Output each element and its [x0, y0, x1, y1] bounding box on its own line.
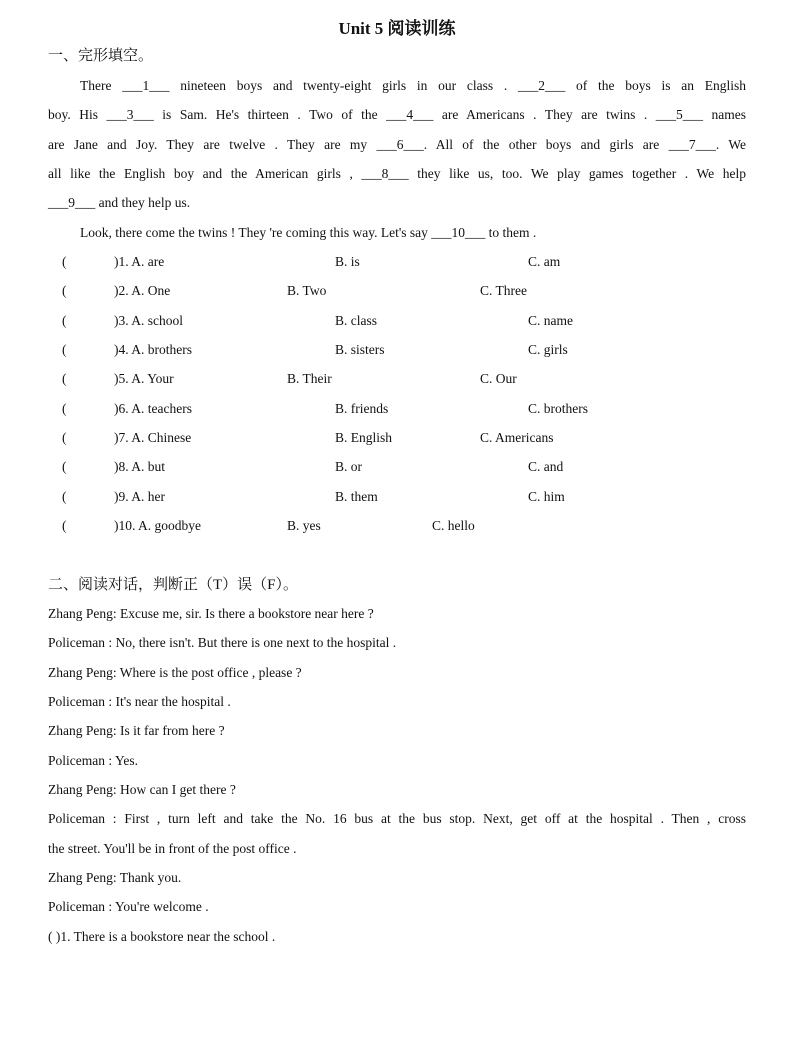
question-row [48, 312, 746, 330]
dialogue-line: Policeman : You're welcome . [48, 899, 209, 914]
option-b: B. English [335, 430, 393, 445]
page-title: Unit 5 阅读训练 [338, 19, 456, 38]
dialogue-line: Zhang Peng: Thank you. [48, 870, 182, 885]
passage-line-1: There ___1___ nineteen boys and twenty-eight girls in our class . ___2___ of the boys is an English [80, 78, 746, 93]
answer-paren[interactable]: ( [62, 313, 67, 328]
section1-heading: 一、完形填空。 [48, 48, 154, 64]
option-b: B. them [335, 489, 378, 504]
option-a: )7. A. Chinese [114, 430, 192, 445]
question-row [48, 517, 746, 535]
option-b: B. class [335, 313, 377, 328]
dialogue-line: the street. You'll be in front of the post office . [48, 841, 297, 856]
question-row [48, 400, 746, 418]
option-c: C. name [528, 313, 573, 328]
question-row [48, 370, 746, 388]
option-a: )1. A. are [114, 254, 165, 269]
option-b: B. is [335, 254, 360, 269]
answer-paren[interactable]: ( [62, 518, 67, 533]
answer-paren[interactable]: ( [62, 401, 67, 416]
option-b: B. sisters [335, 342, 385, 357]
answer-paren[interactable]: ( [62, 489, 67, 504]
option-b: B. yes [287, 518, 321, 533]
option-b: B. Two [287, 283, 327, 298]
option-a: )4. A. brothers [114, 342, 192, 357]
question-row [48, 429, 746, 447]
option-c: C. him [528, 489, 565, 504]
option-a: )5. A. Your [114, 371, 174, 386]
passage-line-3: are Jane and Joy. They are twelve . They are my ___6___. All of the other boys and girls are ___7___. We [48, 137, 746, 152]
option-b: B. Their [287, 371, 332, 386]
passage-line-2: boy. His ___3___ is Sam. He's thirteen . Two of the ___4___ are Americans . They are twins . ___5___ names [48, 107, 746, 122]
answer-paren[interactable]: ( [62, 283, 67, 298]
dialogue-line: Policeman : No, there isn't. But there is one next to the hospital . [48, 635, 397, 650]
option-b: B. friends [335, 401, 389, 416]
option-c: C. Our [480, 371, 517, 386]
question-row [48, 282, 746, 300]
judgement-question[interactable]: ( )1. There is a bookstore near the school . [48, 929, 276, 944]
answer-paren[interactable]: ( [62, 342, 67, 357]
option-a: )8. A. but [114, 459, 166, 474]
dialogue-line: Zhang Peng: Is it far from here ? [48, 723, 225, 738]
dialogue-line: Zhang Peng: Excuse me, sir. Is there a bookstore near here ? [48, 606, 374, 621]
option-c: C. and [528, 459, 564, 474]
option-a: )2. A. One [114, 283, 171, 298]
option-c: C. girls [528, 342, 568, 357]
dialogue-line: Policeman : Yes. [48, 753, 139, 768]
dialogue-line: Zhang Peng: Where is the post office , please ? [48, 665, 302, 680]
question-row [48, 341, 746, 359]
option-a: )6. A. teachers [114, 401, 192, 416]
option-c: C. Three [480, 283, 527, 298]
option-a: )9. A. her [114, 489, 165, 504]
section2-heading: 二、阅读对话，判断正（T）误（F）。 [48, 577, 299, 593]
option-c: C. brothers [528, 401, 588, 416]
option-c: C. Americans [480, 430, 554, 445]
option-b: B. or [335, 459, 362, 474]
answer-paren[interactable]: ( [62, 254, 67, 269]
question-row [48, 488, 746, 506]
question-row [48, 253, 746, 271]
answer-paren[interactable]: ( [62, 430, 67, 445]
passage-line-6: Look, there come the twins ! They 're coming this way. Let's say ___10___ to them . [80, 225, 537, 240]
question-row [48, 458, 746, 476]
answer-paren[interactable]: ( [62, 459, 67, 474]
dialogue-line: Zhang Peng: How can I get there ? [48, 782, 236, 797]
dialogue-line: Policeman : It's near the hospital . [48, 694, 231, 709]
answer-paren[interactable]: ( [62, 371, 67, 386]
option-c: C. am [528, 254, 561, 269]
option-c: C. hello [432, 518, 475, 533]
passage-line-5: ___9___ and they help us. [48, 195, 191, 210]
option-a: )10. A. goodbye [114, 518, 201, 533]
passage-line-4: all like the English boy and the American girls , ___8___ they like us, too. We play games together . We help [48, 166, 746, 181]
dialogue-line: Policeman : First , turn left and take the No. 16 bus at the bus stop. Next, get off at the hospital . Then , cross [48, 811, 746, 826]
option-a: )3. A. school [114, 313, 183, 328]
